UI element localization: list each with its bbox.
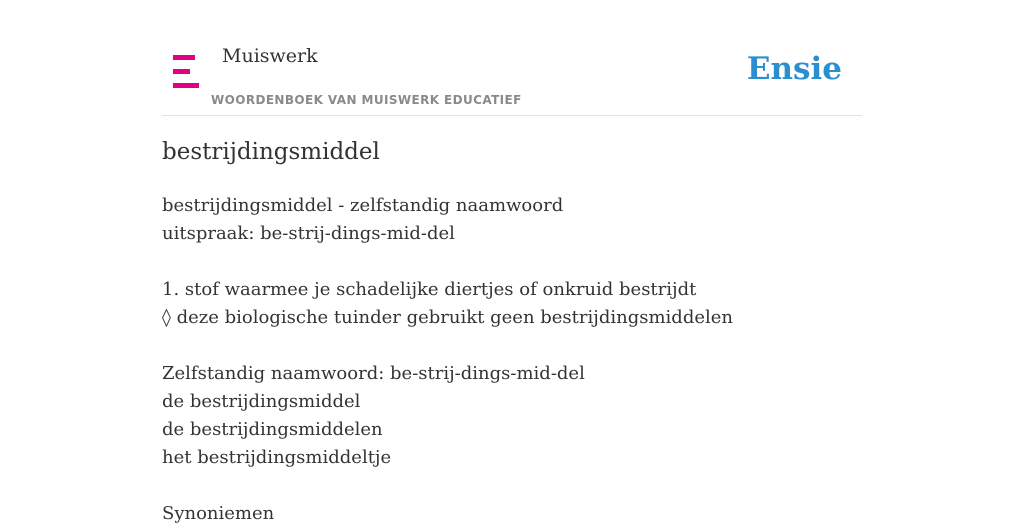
entry-line-pronunciation: uitspraak: be-strij-dings-mid-del: [162, 223, 455, 244]
site-header: [162, 0, 862, 116]
content-container: [162, 0, 862, 524]
entry-line-plural: de bestrijdingsmiddelen: [162, 419, 383, 440]
entry-line-definition: 1. stof waarmee je schadelijke diertjes of onkruid bestrijdt: [162, 279, 697, 300]
entry-line-word-class: bestrijdingsmiddel - zelfstandig naamwoord: [162, 195, 564, 216]
entry-line-synonyms-heading: Synoniemen: [162, 503, 275, 524]
entry-body: [162, 192, 862, 528]
entry-spacer: [162, 332, 862, 360]
page-title: bestrijdingsmiddel: [162, 139, 380, 165]
brand-subtitle: WOORDENBOEK VAN MUISWERK EDUCATIEF: [211, 93, 522, 107]
logo-bar-top: [173, 55, 195, 60]
entry-line-example: ◊ deze biologische tuinder gebruikt geen bestrijdingsmiddelen: [162, 307, 733, 328]
entry-line-singular: de bestrijdingsmiddel: [162, 391, 361, 412]
muiswerk-logo-icon[interactable]: [173, 55, 199, 88]
entry-line-diminutive: het bestrijdingsmiddeltje: [162, 447, 392, 468]
ensie-logo-link[interactable]: Ensie: [746, 51, 842, 87]
logo-bar-middle: [173, 69, 190, 74]
logo-bar-bottom: [173, 83, 199, 88]
brand-name-link[interactable]: Muiswerk: [222, 45, 318, 67]
entry-spacer: [162, 472, 862, 500]
entry-spacer: [162, 248, 862, 276]
entry-line-noun-syllables: Zelfstandig naamwoord: be-strij-dings-mid-del: [162, 363, 585, 384]
